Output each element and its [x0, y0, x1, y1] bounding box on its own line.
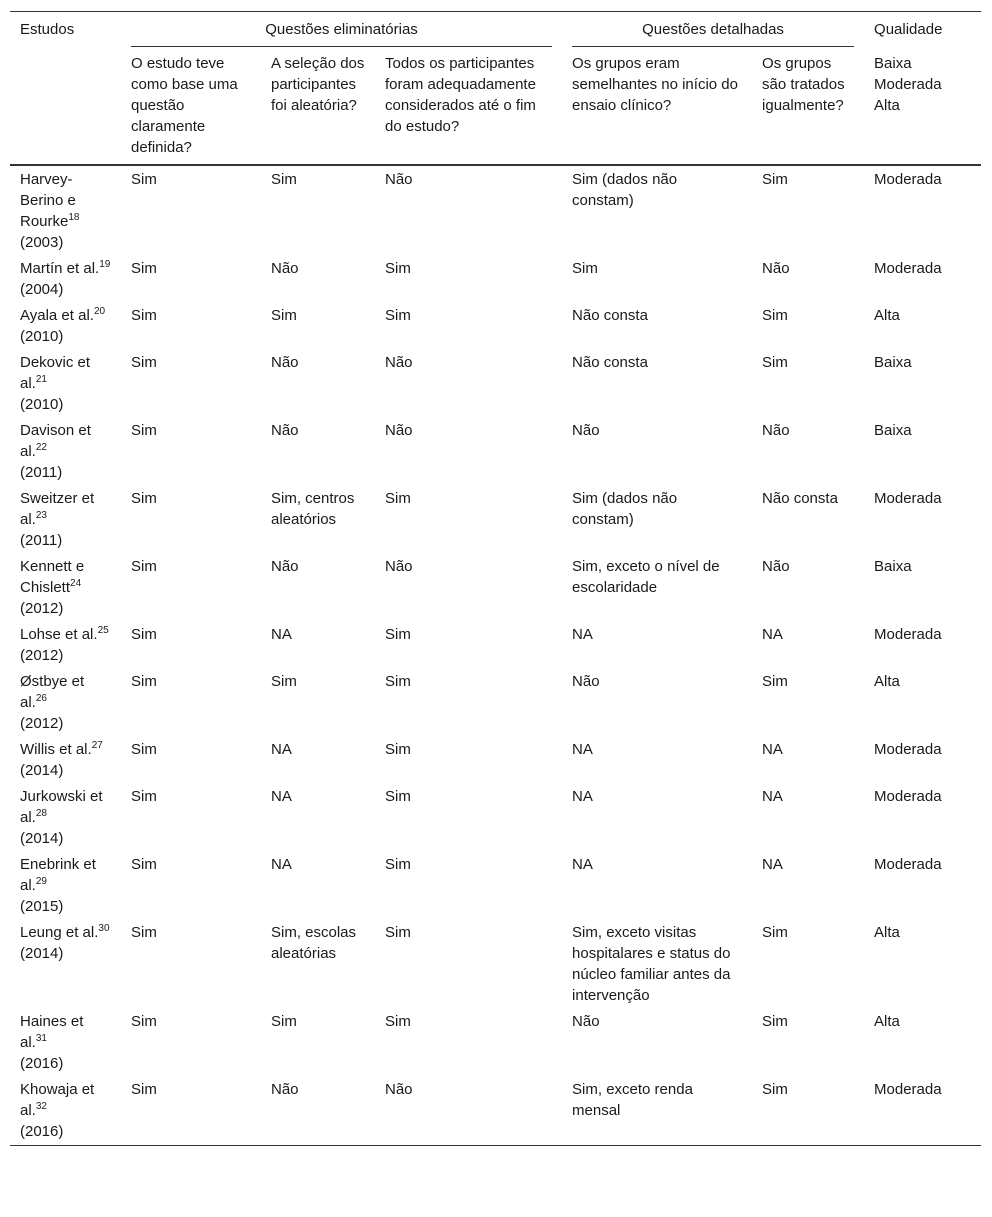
- cell-q4: Não: [572, 673, 600, 690]
- cell-q2: NA: [271, 788, 292, 805]
- cell-q1: Sim: [131, 1013, 157, 1030]
- cell-q1: Sim: [131, 558, 157, 575]
- cell-q2: Não: [271, 260, 299, 277]
- cell-q5: Sim: [762, 171, 788, 188]
- study-reference: 32: [35, 1101, 47, 1112]
- cell-q3: Sim: [385, 788, 411, 805]
- cell-q2: Não: [271, 422, 299, 439]
- cell-quality: Alta: [874, 673, 900, 690]
- cell-q2: NA: [271, 856, 292, 873]
- study-reference: 20: [93, 306, 106, 317]
- cell-q4: Sim, exceto renda mensal: [562, 1076, 752, 1146]
- cell-q3: Não: [375, 1076, 562, 1146]
- table-row: [10, 668, 981, 736]
- table-row: [10, 165, 981, 255]
- table-row: [10, 1076, 981, 1146]
- cell-quality: Alta: [874, 307, 900, 324]
- cell-q3: Sim: [385, 260, 411, 277]
- study-cell: [10, 1076, 121, 1146]
- study-name: Enebrink et al.: [20, 856, 96, 894]
- cell-q4: Não consta: [572, 354, 648, 371]
- cell-q1: Sim: [131, 673, 157, 690]
- cell-q5: NA: [762, 788, 783, 805]
- cell-q4: Sim, exceto o nível de escolaridade: [572, 558, 720, 596]
- table-row: [10, 1008, 981, 1076]
- cell-q2: Não: [271, 558, 299, 575]
- cell-q2: NA: [271, 626, 292, 643]
- cell-q5: Não: [762, 422, 790, 439]
- cell-q4: Não consta: [572, 307, 648, 324]
- cell-q5: NA: [762, 741, 783, 758]
- header-studies: Estudos: [10, 12, 121, 166]
- cell-q3: Sim: [385, 490, 411, 507]
- cell-q3: Não: [385, 354, 413, 371]
- header-group-eliminatory-label: Questões eliminatórias: [131, 19, 552, 47]
- table-row: [10, 919, 981, 1008]
- study-year: (2016): [20, 1123, 64, 1140]
- study-reference: 28: [35, 808, 47, 819]
- cell-quality: Moderada: [874, 260, 942, 277]
- cell-quality: Baixa: [874, 354, 912, 371]
- study-year: (2014): [20, 945, 64, 962]
- table-row: [10, 417, 981, 485]
- cell-q2: Sim: [271, 673, 297, 690]
- study-year: (2012): [20, 600, 64, 617]
- header-q4: Os grupos eram semelhantes no início do ensaio clínico?: [562, 46, 752, 165]
- header-group-detailed-label: Questões detalhadas: [572, 19, 854, 47]
- cell-q1: Sim: [131, 490, 157, 507]
- cell-q4: NA: [572, 788, 593, 805]
- study-cell: [10, 919, 121, 1008]
- study-name: Khowaja et al.: [20, 1081, 95, 1119]
- cell-q3: Não: [385, 558, 413, 575]
- header-quality: Qualidade: [864, 12, 981, 47]
- study-name: Haines et al.: [20, 1013, 84, 1051]
- header-quality-levels: [864, 46, 981, 165]
- cell-q4: Não: [572, 1013, 600, 1030]
- study-name: Harvey-Berino e Rourke: [20, 171, 76, 230]
- cell-q2: Sim: [271, 171, 297, 188]
- cell-q1: Sim: [131, 171, 157, 188]
- study-year: (2010): [20, 328, 64, 345]
- cell-quality: Moderada: [874, 856, 942, 873]
- cell-q3: Sim: [385, 741, 411, 758]
- study-cell: [10, 255, 121, 302]
- study-reference: 29: [35, 876, 47, 887]
- table-row: [10, 736, 981, 783]
- study-reference: 18: [68, 212, 80, 223]
- cell-q5: Sim: [762, 924, 788, 941]
- study-year: (2010): [20, 396, 64, 413]
- cell-q5: NA: [762, 626, 783, 643]
- cell-q4: Sim: [572, 260, 598, 277]
- cell-q3: Sim: [385, 1013, 411, 1030]
- cell-q2: Não: [261, 1076, 375, 1146]
- cell-q1: Sim: [131, 260, 157, 277]
- cell-q1: Sim: [121, 1076, 261, 1146]
- cell-q4: NA: [572, 626, 593, 643]
- cell-q1: Sim: [131, 354, 157, 371]
- quality-assessment-table: [10, 11, 981, 1146]
- header-group-eliminatory: [121, 12, 562, 47]
- cell-q5: NA: [762, 856, 783, 873]
- table-row: [10, 302, 981, 349]
- study-year: (2014): [20, 762, 64, 779]
- table-body: [10, 165, 981, 1146]
- cell-q4: Não: [572, 422, 600, 439]
- study-year: (2011): [20, 532, 63, 549]
- header-q5: Os grupos são tratados igualmente?: [752, 46, 864, 165]
- table-row: [10, 783, 981, 851]
- cell-q2: Sim: [271, 307, 297, 324]
- cell-quality: Moderada: [864, 1076, 981, 1146]
- study-year: (2003): [20, 234, 64, 251]
- cell-q5: Sim: [762, 307, 788, 324]
- cell-quality: Alta: [874, 1013, 900, 1030]
- study-reference: 25: [97, 625, 109, 636]
- study-cell: [10, 783, 121, 851]
- cell-q2: Sim, escolas aleatórias: [271, 924, 357, 962]
- cell-q3: Sim: [385, 626, 411, 643]
- cell-q3: Sim: [385, 307, 411, 324]
- cell-quality: Moderada: [874, 171, 942, 188]
- study-reference: 26: [35, 693, 47, 704]
- cell-quality: Moderada: [874, 741, 942, 758]
- table-row: [10, 553, 981, 621]
- cell-quality: Baixa: [874, 422, 912, 439]
- cell-q3: Não: [385, 422, 413, 439]
- study-name: Ayala et al.: [20, 307, 94, 324]
- study-cell: [10, 851, 121, 919]
- cell-q2: Não: [271, 354, 299, 371]
- study-year: (2012): [20, 647, 64, 664]
- cell-q4: NA: [572, 856, 593, 873]
- study-name: Martín et al.: [20, 260, 100, 277]
- quality-level-moderate: Moderada: [874, 76, 942, 93]
- quality-level-high: Alta: [874, 97, 900, 114]
- study-cell: [10, 165, 121, 255]
- header-group-detailed: [562, 12, 864, 47]
- study-reference: 24: [70, 578, 82, 589]
- study-name: Dekovic et al.: [20, 354, 91, 392]
- table-row: [10, 255, 981, 302]
- study-name: Davison et al.: [20, 422, 91, 460]
- cell-q4: Sim (dados não constam): [572, 171, 678, 209]
- cell-q1: Sim: [131, 422, 157, 439]
- study-cell: [10, 349, 121, 417]
- study-cell: [10, 1008, 121, 1076]
- cell-quality: Moderada: [874, 626, 942, 643]
- study-cell: [10, 553, 121, 621]
- study-reference: 27: [91, 740, 103, 751]
- study-reference: 23: [35, 510, 47, 521]
- study-year: (2012): [20, 715, 64, 732]
- header-q2: A seleção dos participantes foi aleatória?: [261, 46, 375, 165]
- cell-q5: Não: [762, 558, 790, 575]
- cell-q4: Sim, exceto visitas hospitalares e status do núcleo familiar antes da intervenção: [572, 924, 731, 1004]
- study-year: (2016): [20, 1055, 64, 1072]
- cell-q1: Sim: [131, 924, 157, 941]
- study-reference: 22: [35, 442, 47, 453]
- study-cell: [10, 668, 121, 736]
- cell-q2: NA: [271, 741, 292, 758]
- cell-quality: Baixa: [874, 558, 912, 575]
- study-reference: 21: [35, 374, 47, 385]
- study-name: Lohse et al.: [20, 626, 98, 643]
- study-reference: 31: [35, 1033, 47, 1044]
- study-cell: [10, 736, 121, 783]
- table-row: [10, 349, 981, 417]
- study-name: Leung et al.: [20, 924, 99, 941]
- study-name: Willis et al.: [20, 741, 92, 758]
- cell-q1: Sim: [131, 741, 157, 758]
- cell-q4: NA: [572, 741, 593, 758]
- study-reference: 30: [98, 923, 110, 934]
- study-name: Jurkowski et al.: [20, 788, 103, 826]
- cell-q5: Não consta: [762, 490, 838, 507]
- cell-q2: Sim, centros aleatórios: [271, 490, 355, 528]
- cell-q4: Sim (dados não constam): [572, 490, 678, 528]
- study-year: (2004): [20, 281, 64, 298]
- cell-q1: Sim: [131, 307, 157, 324]
- header-q3: Todos os participantes foram adequadamente considerados até o fim do estudo?: [375, 46, 562, 165]
- cell-q1: Sim: [131, 856, 157, 873]
- table-row: [10, 851, 981, 919]
- study-cell: [10, 621, 121, 668]
- cell-q3: Não: [385, 171, 413, 188]
- cell-quality: Moderada: [874, 788, 942, 805]
- cell-q5: Sim: [752, 1076, 864, 1146]
- quality-level-low: Baixa: [874, 55, 912, 72]
- cell-q2: Sim: [271, 1013, 297, 1030]
- table-row: [10, 621, 981, 668]
- cell-q3: Sim: [385, 924, 411, 941]
- cell-q5: Não: [762, 260, 790, 277]
- cell-q3: Sim: [385, 856, 411, 873]
- cell-q5: Sim: [762, 1013, 788, 1030]
- table-row: [10, 485, 981, 553]
- cell-q1: Sim: [131, 788, 157, 805]
- study-name: Kennett e Chislett: [20, 558, 85, 596]
- study-cell: [10, 417, 121, 485]
- study-reference: 19: [99, 259, 111, 270]
- study-cell: [10, 485, 121, 553]
- cell-q1: Sim: [131, 626, 157, 643]
- cell-q5: Sim: [762, 354, 788, 371]
- study-year: (2015): [20, 898, 64, 915]
- cell-q5: Sim: [762, 673, 788, 690]
- cell-quality: Moderada: [874, 490, 942, 507]
- study-name: Sweitzer et al.: [20, 490, 95, 528]
- study-year: (2014): [20, 830, 64, 847]
- study-year: (2011): [20, 464, 63, 481]
- study-name: Østbye et al.: [20, 673, 85, 711]
- cell-quality: Alta: [874, 924, 900, 941]
- study-cell: [10, 302, 121, 349]
- header-q1: O estudo teve como base uma questão claramente definida?: [121, 46, 261, 165]
- cell-q3: Sim: [385, 673, 411, 690]
